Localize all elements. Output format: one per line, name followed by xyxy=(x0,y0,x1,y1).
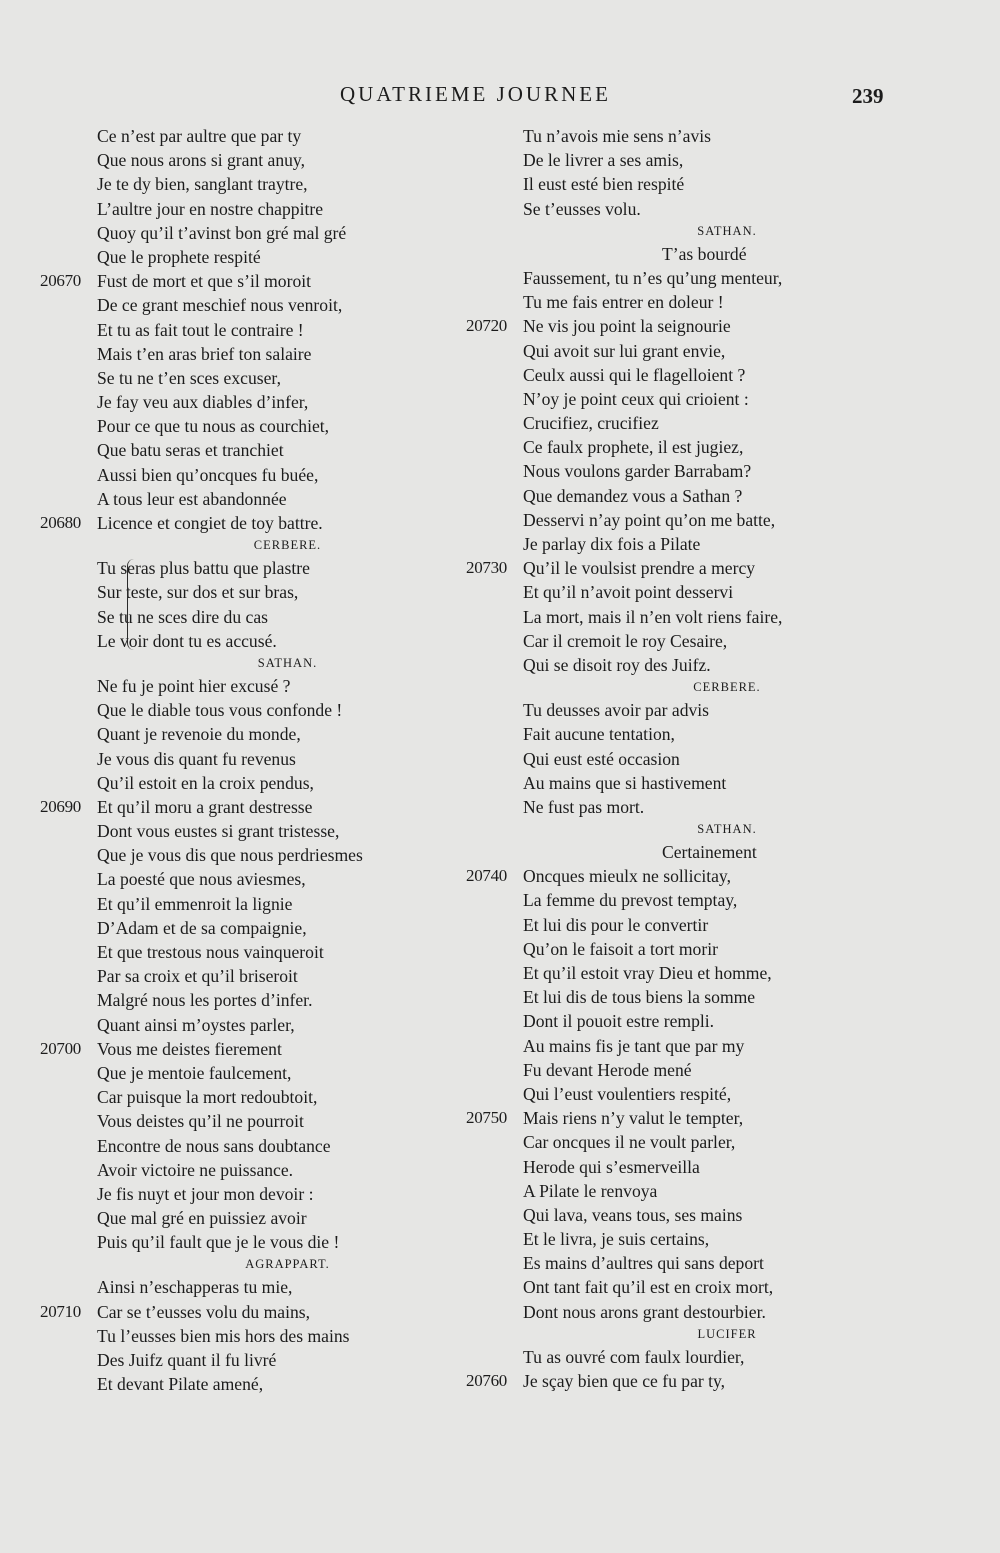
page-header xyxy=(0,82,1000,112)
verse-line xyxy=(466,148,936,172)
verse-text: La poesté que nous aviesmes, xyxy=(97,869,306,890)
verse-line xyxy=(466,484,936,508)
verse-text: Herode qui s’esmerveilla xyxy=(523,1156,700,1177)
verse-text: Car se t’eusses volu du mains, xyxy=(97,1301,311,1322)
verse-text: Quant je revenoie du monde, xyxy=(97,724,301,745)
speaker-name: CERBERE. xyxy=(253,538,322,553)
verse-text: Vous me deistes fierement xyxy=(97,1038,282,1059)
verse-text: La femme du prevost temptay, xyxy=(523,890,738,911)
verse-text: Et lui dis pour le convertir xyxy=(523,914,709,935)
line-number: 20740 xyxy=(466,866,508,886)
verse-line xyxy=(466,266,936,290)
verse-line xyxy=(40,674,480,698)
verse-line xyxy=(466,290,936,314)
verse-line xyxy=(466,532,936,556)
verse-line xyxy=(466,459,936,483)
verse-text: Et qu’il moru a grant destresse xyxy=(97,796,313,817)
verse-line xyxy=(40,892,480,916)
speaker-name: CERBERE. xyxy=(693,680,761,695)
verse-text: Oncques mieulx ne sollicitay, xyxy=(523,866,731,887)
verse-text: Ce faulx prophete, il est jugiez, xyxy=(523,437,744,458)
verse-text: Et qu’il emmenroit la lignie xyxy=(97,893,293,914)
speaker-name: AGRAPPART. xyxy=(245,1257,330,1272)
verse-text: Fu devant Herode mené xyxy=(523,1059,692,1080)
verse-line xyxy=(40,511,480,535)
verse-line xyxy=(40,1182,480,1206)
verse-text: Et que trestous nous vainqueroit xyxy=(97,942,324,962)
verse-line xyxy=(40,1372,480,1396)
verse-line xyxy=(40,1061,480,1085)
right-column xyxy=(466,124,936,1393)
verse-line xyxy=(40,1300,480,1324)
verse-text: Fait aucune tentation, xyxy=(523,724,675,745)
verse-text: Malgré nous les portes d’infer. xyxy=(97,990,313,1011)
verse-text: Je parlay dix fois a Pilate xyxy=(523,534,701,554)
verse-line xyxy=(466,1203,936,1227)
verse-text: Tu seras plus battu que plastre xyxy=(97,558,310,579)
verse-text: Ainsi n’eschapperas tu mie, xyxy=(97,1277,293,1298)
verse-line xyxy=(40,698,480,722)
verse-text: Dont il pouoit estre rempli. xyxy=(523,1011,715,1032)
verse-text: Tu as ouvré com faulx lourdier, xyxy=(523,1346,745,1367)
verse-line xyxy=(40,747,480,771)
verse-text: Au mains que si hastivement xyxy=(523,772,727,793)
verse-line xyxy=(466,698,936,722)
verse-text: Et tu as fait tout le contraire ! xyxy=(97,319,304,340)
verse-line xyxy=(40,1158,480,1182)
verse-text: T’as bourdé xyxy=(662,243,747,264)
verse-line xyxy=(40,1324,480,1348)
verse-text: Que batu seras et tranchiet xyxy=(97,440,284,461)
verse-line xyxy=(40,1085,480,1109)
verse-line xyxy=(466,888,936,912)
verse-text: Que nous arons si grant anuy, xyxy=(97,150,305,171)
verse-text: Sur teste, sur dos et sur bras, xyxy=(97,582,299,603)
verse-text: Que je vous dis que nous perdriesmes xyxy=(97,845,363,866)
verse-line xyxy=(466,314,936,338)
verse-text: Avoir victoire ne puissance. xyxy=(97,1159,294,1180)
verse-line xyxy=(40,318,480,342)
verse-text: Mais riens n’y valut le tempter, xyxy=(523,1108,744,1129)
verse-text: Certainement xyxy=(662,842,757,863)
verse-line xyxy=(40,1013,480,1037)
verse-text: Que demandez vous a Sathan ? xyxy=(523,485,743,506)
verse-line xyxy=(40,964,480,988)
verse-text: Dont vous eustes si grant tristesse, xyxy=(97,821,340,842)
verse-text: Quant ainsi m’oystes parler, xyxy=(97,1014,295,1035)
verse-line xyxy=(40,843,480,867)
verse-line xyxy=(40,1206,480,1230)
verse-line xyxy=(40,556,480,580)
verse-line xyxy=(466,1034,936,1058)
verse-text: Et qu’il n’avoit point desservi xyxy=(523,582,734,603)
verse-line xyxy=(466,242,936,266)
verse-line xyxy=(40,438,480,462)
verse-text: Par sa croix et qu’il briseroit xyxy=(97,966,298,987)
verse-text: Se tu ne sces dire du cas xyxy=(97,606,268,627)
page-number: 239 xyxy=(852,84,884,108)
verse-line xyxy=(466,653,936,677)
verse-line xyxy=(40,605,480,629)
verse-line xyxy=(40,197,480,221)
verse-text: Mais t’en aras brief ton salaire xyxy=(97,343,312,364)
verse-line xyxy=(40,269,480,293)
verse-text: Tu deusses avoir par advis xyxy=(523,700,710,721)
verse-text: Crucifiez, crucifiez xyxy=(523,413,659,434)
verse-text: De ce grant meschief nous venroit, xyxy=(97,295,343,316)
verse-line xyxy=(40,1275,480,1299)
line-number: 20680 xyxy=(40,513,82,532)
verse-line xyxy=(40,390,480,414)
verse-text: D’Adam et de sa compaignie, xyxy=(97,917,307,938)
running-title: QUATRIEME JOURNEE xyxy=(340,82,611,106)
verse-line xyxy=(40,1037,480,1061)
verse-text: Faussement, tu n’es qu’ung menteur, xyxy=(523,267,783,288)
verse-line xyxy=(466,1251,936,1275)
verse-line xyxy=(466,1009,936,1033)
verse-text: Et qu’il estoit vray Dieu et homme, xyxy=(523,963,772,983)
verse-line xyxy=(466,864,936,888)
verse-line xyxy=(466,605,936,629)
verse-line xyxy=(40,293,480,317)
verse-line xyxy=(40,1109,480,1133)
verse-text: Fust de mort et que s’il moroit xyxy=(97,271,312,292)
verse-line xyxy=(466,124,936,148)
verse-line xyxy=(466,1058,936,1082)
verse-line xyxy=(40,366,480,390)
verse-text: Qu’il le voulsist prendre a mercy xyxy=(523,558,756,579)
verse-line xyxy=(40,148,480,172)
verse-line xyxy=(40,414,480,438)
verse-line xyxy=(40,819,480,843)
verse-text: Dont nous arons grant destourbier. xyxy=(523,1301,766,1322)
verse-line xyxy=(40,124,480,148)
verse-text: Que le diable tous vous confonde ! xyxy=(97,700,343,721)
verse-text: Qu’on le faisoit a tort morir xyxy=(523,938,718,959)
verse-line xyxy=(40,1230,480,1254)
verse-line xyxy=(40,940,480,964)
verse-bracket xyxy=(127,559,134,650)
verse-text: Tu me fais entrer en doleur ! xyxy=(523,292,724,313)
verse-text: Je te dy bien, sanglant traytre, xyxy=(97,174,308,195)
verse-line xyxy=(40,342,480,366)
verse-text: N’oy je point ceux qui crioient : xyxy=(523,388,749,409)
verse-line xyxy=(466,387,936,411)
verse-text: Puis qu’il fault que je le vous die ! xyxy=(97,1232,340,1253)
speaker-name: LUCIFER xyxy=(697,1326,757,1341)
verse-line xyxy=(466,363,936,387)
verse-text: Qui avoit sur lui grant envie, xyxy=(523,340,726,361)
line-number: 20710 xyxy=(40,1301,82,1321)
verse-line xyxy=(466,1155,936,1179)
verse-text: Il eust esté bien respité xyxy=(523,174,685,195)
verse-text: Ne fust pas mort. xyxy=(523,796,645,817)
verse-text: Et lui dis de tous biens la somme xyxy=(523,987,756,1008)
verse-line xyxy=(40,629,480,653)
verse-line xyxy=(466,771,936,795)
verse-line xyxy=(466,508,936,532)
verse-text: Quoy qu’il t’avinst bon gré mal gré xyxy=(97,222,347,243)
verse-text: Je vous dis quant fu revenus xyxy=(97,748,296,769)
verse-line xyxy=(466,1300,936,1324)
verse-line xyxy=(466,913,936,937)
verse-text: Qui eust esté occasion xyxy=(523,748,680,769)
verse-text: Ont tant fait qu’il est en croix mort, xyxy=(523,1277,774,1298)
line-number: 20700 xyxy=(40,1038,82,1058)
line-number: 20730 xyxy=(466,558,508,578)
verse-line xyxy=(40,1348,480,1372)
verse-line xyxy=(466,1227,936,1251)
verse-line xyxy=(40,795,480,819)
verse-text: Qui l’eust voulentiers respité, xyxy=(523,1083,732,1104)
verse-text: Qui lava, veans tous, ses mains xyxy=(523,1204,743,1225)
verse-text: Car oncques il ne voult parler, xyxy=(523,1132,736,1153)
verse-line xyxy=(466,747,936,771)
verse-text: Es mains d’aultres qui sans deport xyxy=(523,1253,764,1274)
verse-line xyxy=(466,435,936,459)
verse-text: De le livrer a ses amis, xyxy=(523,150,684,171)
verse-line xyxy=(40,463,480,487)
verse-line xyxy=(40,580,480,604)
verse-text: Tu n’avois mie sens n’avis xyxy=(523,126,711,146)
verse-text: A tous leur est abandonnée xyxy=(97,488,287,509)
verse-text: Je fay veu aux diables d’infer, xyxy=(97,392,309,413)
verse-text: L’aultre jour en nostre chappitre xyxy=(97,198,324,219)
verse-line xyxy=(40,771,480,795)
verse-text: Que mal gré en puissiez avoir xyxy=(97,1208,307,1229)
verse-line xyxy=(466,411,936,435)
verse-line xyxy=(466,556,936,580)
verse-text: Ne fu je point hier excusé ? xyxy=(97,675,291,696)
verse-line xyxy=(466,1345,936,1369)
verse-line xyxy=(466,197,936,221)
verse-line xyxy=(466,961,936,985)
line-number: 20690 xyxy=(40,796,82,816)
verse-line xyxy=(466,937,936,961)
line-number: 20750 xyxy=(466,1108,508,1128)
verse-line xyxy=(40,172,480,196)
verse-line xyxy=(466,795,936,819)
verse-text: Le voir dont tu es accusé. xyxy=(97,630,277,651)
verse-line xyxy=(466,629,936,653)
verse-text: Au mains fis je tant que par my xyxy=(523,1035,745,1056)
verse-text: Car il cremoit le roy Cesaire, xyxy=(523,630,728,651)
verse-line xyxy=(466,1106,936,1130)
verse-text: Pour ce que tu nous as courchiet, xyxy=(97,416,330,437)
verse-text: Tu l’eusses bien mis hors des mains xyxy=(97,1325,350,1346)
verse-line xyxy=(40,916,480,940)
verse-text: A Pilate le renvoya xyxy=(523,1180,658,1201)
verse-line xyxy=(466,1082,936,1106)
verse-line xyxy=(466,580,936,604)
verse-line xyxy=(40,722,480,746)
verse-text: Que le prophete respité xyxy=(97,246,261,267)
left-column xyxy=(40,124,480,1396)
verse-text: Se t’eusses volu. xyxy=(523,198,641,219)
verse-line xyxy=(40,245,480,269)
verse-text: Ne vis jou point la seignourie xyxy=(523,316,731,337)
verse-text: Desservi n’ay point qu’on me batte, xyxy=(523,509,776,530)
verse-line xyxy=(40,867,480,891)
speaker-name: SATHAN. xyxy=(257,655,318,670)
verse-text: Encontre de nous sans doubtance xyxy=(97,1135,331,1156)
verse-text: Et le livra, je suis certains, xyxy=(523,1229,710,1250)
verse-text: Qu’il estoit en la croix pendus, xyxy=(97,772,314,793)
verse-text: Et devant Pilate amené, xyxy=(97,1374,264,1395)
verse-text: Aussi bien qu’oncques fu buée, xyxy=(97,464,319,485)
verse-line xyxy=(40,221,480,245)
verse-text: Je sçay bien que ce fu par ty, xyxy=(523,1371,726,1391)
speaker-name: SATHAN. xyxy=(697,822,757,837)
verse-line xyxy=(40,487,480,511)
verse-text: Je fis nuyt et jour mon devoir : xyxy=(97,1183,314,1204)
verse-text: Que je mentoie faulcement, xyxy=(97,1062,292,1083)
verse-line xyxy=(466,722,936,746)
verse-text: Ce n’est par aultre que par ty xyxy=(97,126,302,146)
verse-line xyxy=(466,1130,936,1154)
verse-line xyxy=(466,172,936,196)
verse-text: Ceulx aussi qui le flagelloient ? xyxy=(523,364,746,385)
verse-line xyxy=(466,985,936,1009)
verse-text: Des Juifz quant il fu livré xyxy=(97,1350,277,1370)
verse-text: Se tu ne t’en sces excuser, xyxy=(97,367,281,388)
verse-text: Nous voulons garder Barrabam? xyxy=(523,461,752,482)
verse-line xyxy=(40,1134,480,1158)
line-number: 20720 xyxy=(466,316,508,336)
speaker-name: SATHAN. xyxy=(697,223,757,238)
verse-text: Licence et congiet de toy battre. xyxy=(97,513,323,533)
verse-line xyxy=(466,840,936,864)
verse-text: Car puisque la mort redoubtoit, xyxy=(97,1087,318,1108)
verse-text: Qui se disoit roy des Juifz. xyxy=(523,654,711,675)
verse-line xyxy=(40,988,480,1012)
line-number: 20670 xyxy=(40,271,82,291)
line-number: 20760 xyxy=(466,1371,508,1390)
verse-text: La mort, mais il n’en volt riens faire, xyxy=(523,606,783,627)
verse-line xyxy=(466,339,936,363)
verse-line xyxy=(466,1369,936,1393)
verse-line xyxy=(466,1179,936,1203)
verse-text: Vous deistes qu’il ne pourroit xyxy=(97,1111,304,1132)
verse-line xyxy=(466,1275,936,1299)
